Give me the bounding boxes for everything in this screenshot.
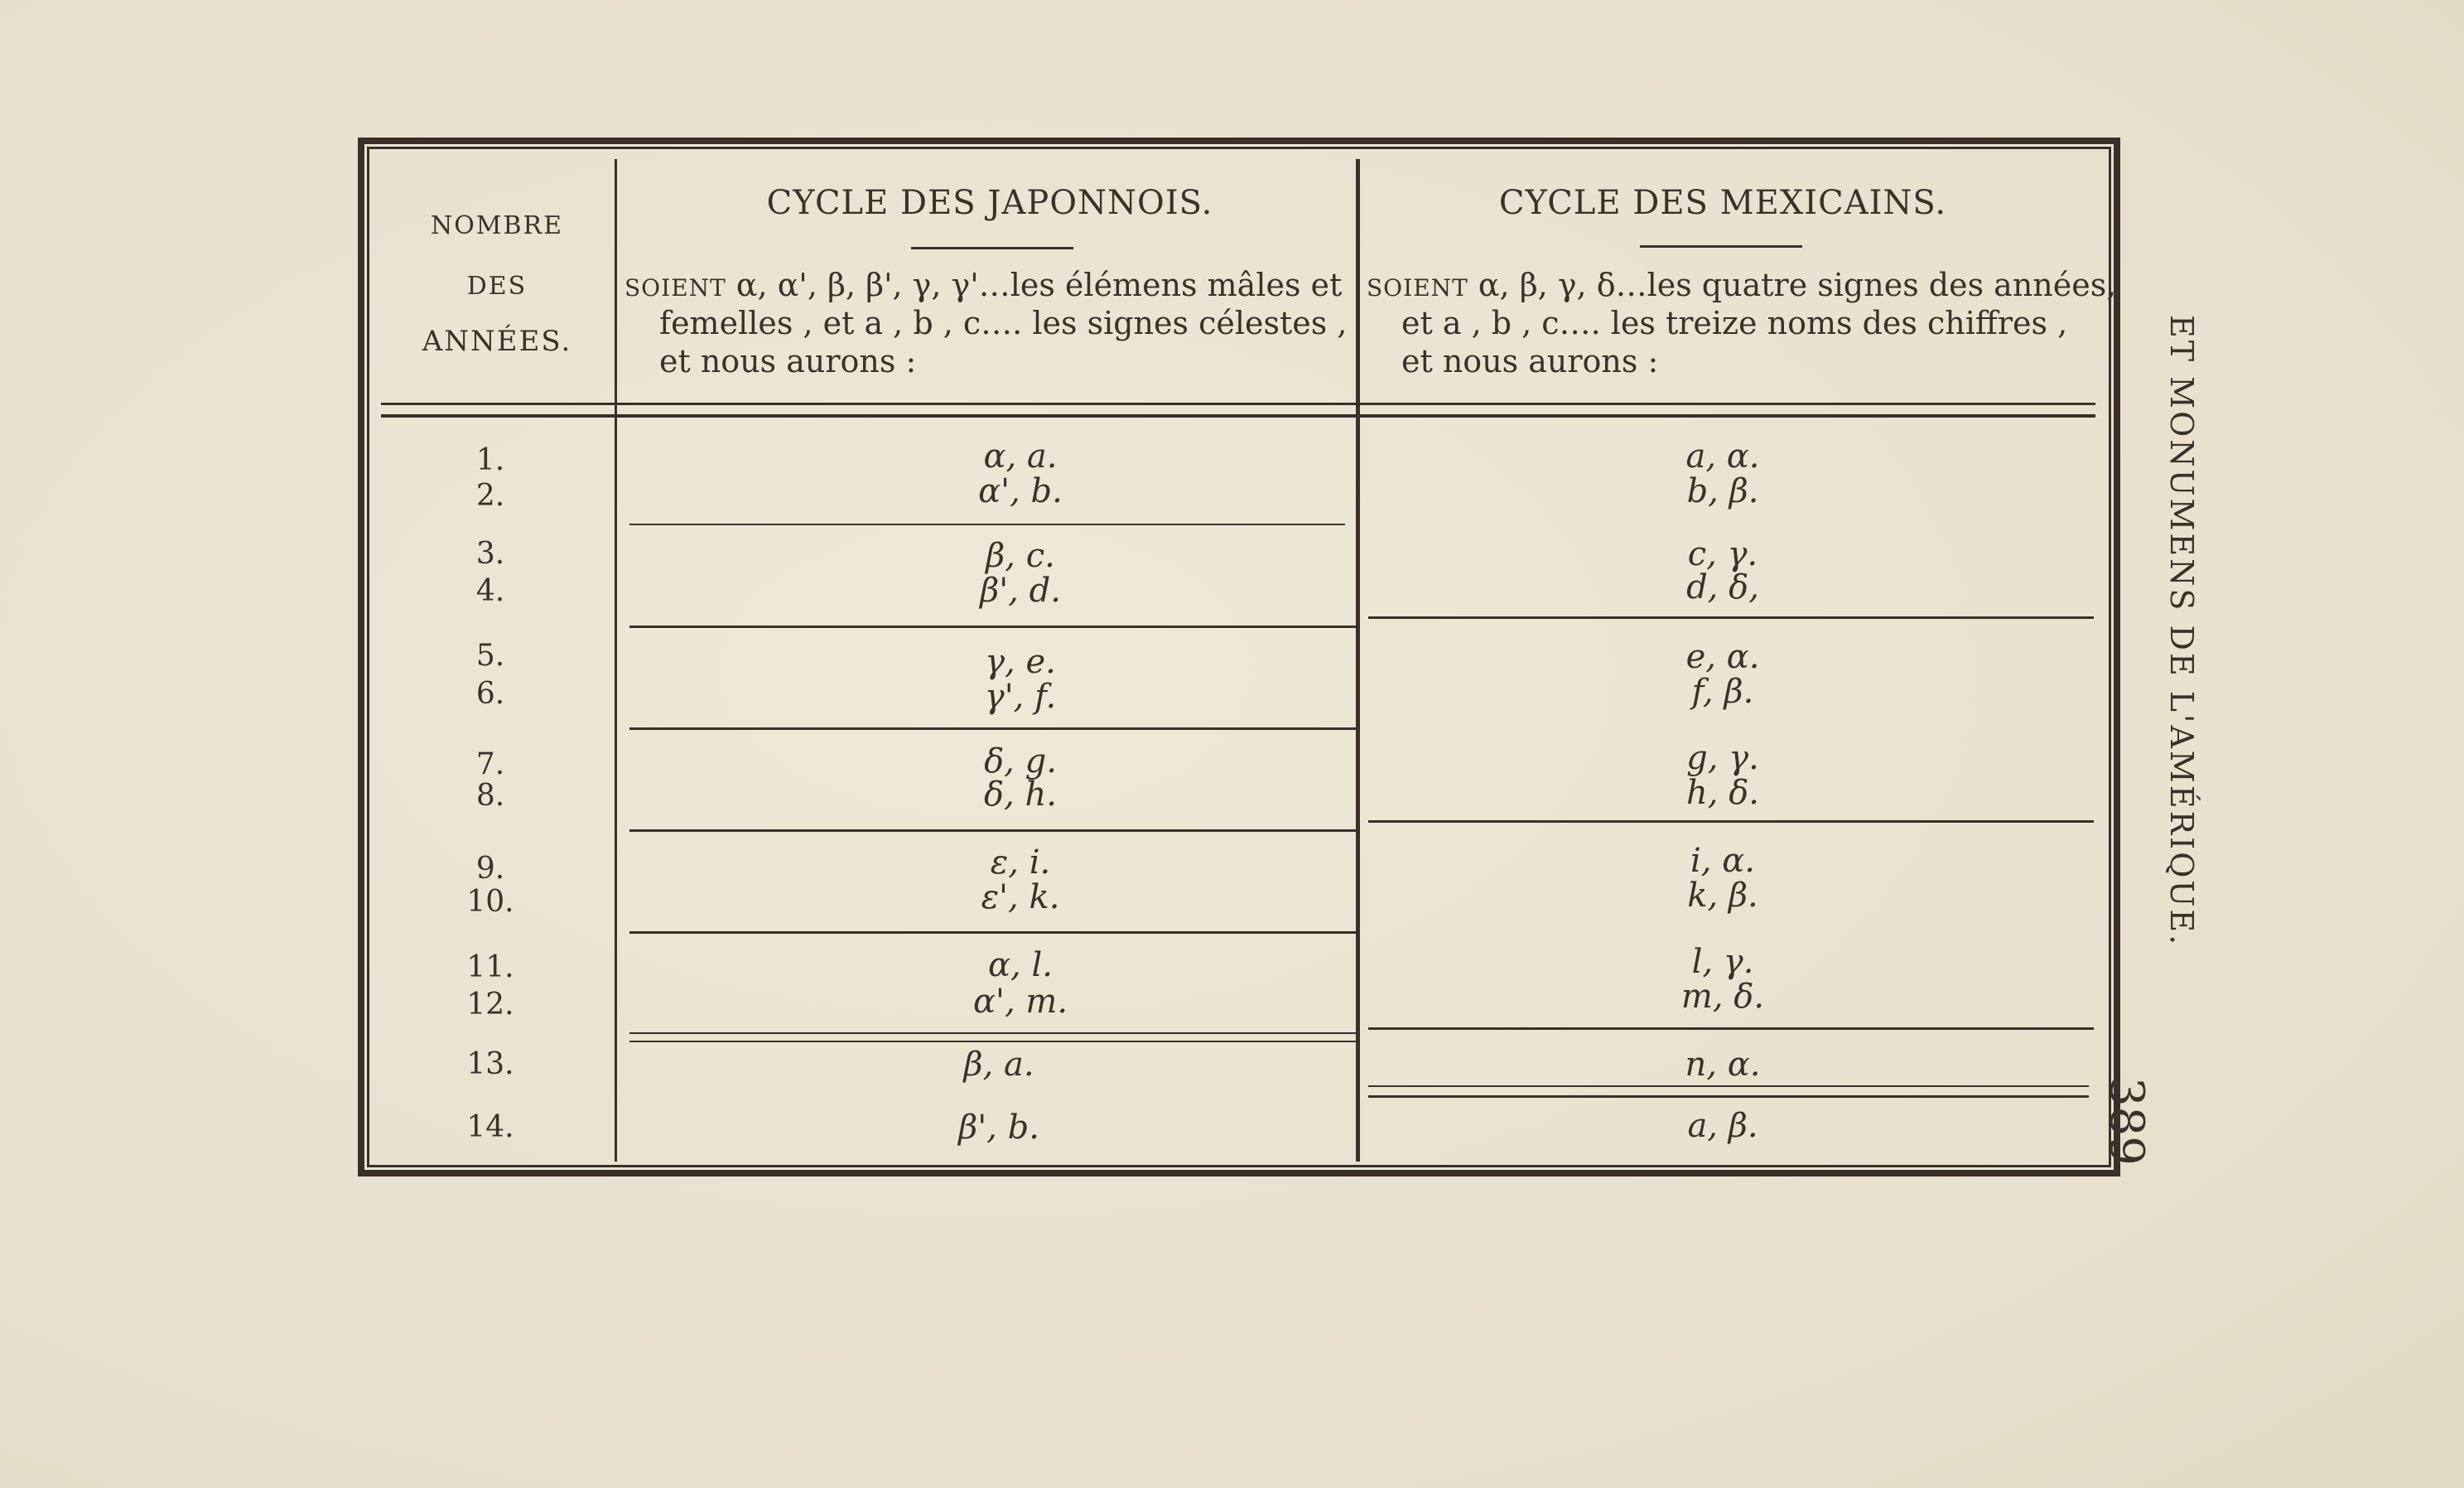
mexico-cycle-entry: k, β. <box>1687 877 1758 915</box>
year-number: 14. <box>466 1110 514 1144</box>
mexico-cycle-entry: l, γ. <box>1691 943 1754 981</box>
japan-cycle-entry: δ, h. <box>984 775 1057 814</box>
year-number: 7. <box>475 747 505 781</box>
year-number: 10. <box>466 885 514 919</box>
mexico-intro-line1 <box>1367 267 2116 307</box>
mexico-group-rule <box>1368 1027 2094 1030</box>
mexico-intro-lead: SOIENT <box>1367 274 1468 302</box>
mexico-intro-line2: et a , b , c…. les treize noms des chiffres , <box>1401 305 2068 341</box>
mexico-cycle-entry: a, α. <box>1685 437 1760 476</box>
japan-group-rule <box>629 1041 1357 1042</box>
japan-cycle-entry: β', b. <box>958 1109 1039 1147</box>
japan-cycle-entry: γ, e. <box>985 643 1056 681</box>
column-rule-years <box>615 159 617 1162</box>
mexico-cycle-title: CYCLE DES MEXICAINS. <box>1498 184 1947 222</box>
page-number: 389 <box>2100 1077 2153 1166</box>
mexico-cycle-entry: e, α. <box>1685 638 1760 676</box>
japan-intro-line2: femelles , et a , b , c…. les signes célestes , <box>659 305 1348 341</box>
japan-cycle-entry: β, a. <box>963 1046 1034 1084</box>
year-number: 12. <box>466 988 514 1022</box>
header-rule-bottom <box>381 414 2095 418</box>
japan-cycle-entry: α, l. <box>988 946 1053 984</box>
japan-intro-lead: SOIENT <box>624 274 726 302</box>
mexico-cycle-entry: a, β. <box>1687 1107 1758 1145</box>
mexico-cycle-entry: i, α. <box>1690 842 1755 880</box>
year-number: 3. <box>475 537 505 571</box>
header-years-line1: NOMBRE <box>430 211 564 240</box>
japan-group-rule <box>629 524 1345 525</box>
mexico-cycle-entry: f, β. <box>1691 673 1754 711</box>
japan-cycle-entry: γ', f. <box>984 678 1057 716</box>
mexico-group-rule <box>1368 820 2094 823</box>
japan-intro-line1 <box>624 267 1342 307</box>
year-number: 4. <box>475 574 505 608</box>
header-years-line2: DES <box>466 272 528 301</box>
year-number: 2. <box>475 479 505 513</box>
running-head: ET MONUMENS DE L'AMÉRIQUE. <box>2163 315 2200 948</box>
year-number: 11. <box>466 950 514 984</box>
japan-cycle-entry: ε', k. <box>981 878 1060 916</box>
mexico-cycle-entry: n, α. <box>1685 1046 1761 1084</box>
japan-group-rule <box>629 931 1357 934</box>
mexico-intro-line3: et nous aurons : <box>1401 343 1659 379</box>
running-head-container <box>2163 315 2213 1185</box>
mexico-cycle-entry: h, δ. <box>1686 774 1759 812</box>
japan-group-rule <box>629 829 1357 832</box>
header-rule-top <box>381 403 2095 405</box>
year-number: 9. <box>475 852 505 886</box>
year-number: 13. <box>466 1047 514 1081</box>
japan-group-rule <box>629 1032 1357 1034</box>
year-number: 6. <box>475 677 505 711</box>
header-years-line3: ANNÉES. <box>422 325 572 358</box>
year-number: 5. <box>475 639 505 673</box>
japan-cycle-entry: δ, g. <box>984 742 1057 780</box>
japan-cycle-entry: β', d. <box>980 572 1061 610</box>
mexico-cycle-entry: m, δ. <box>1680 978 1765 1016</box>
mexico-group-rule <box>1368 1085 2089 1087</box>
japan-intro-line1-text: α, α', β, β', γ, γ'…les élémens mâles et <box>726 267 1343 303</box>
mexico-intro-line1-text: α, β, γ, δ…les quatre signes des années, <box>1468 267 2117 303</box>
japan-cycle-entry: α', b. <box>978 472 1063 510</box>
mexico-cycle-entry: g, γ. <box>1686 739 1759 777</box>
japan-cycle-entry: α', m. <box>972 983 1068 1021</box>
japan-title-rule <box>911 247 1073 249</box>
mexico-title-rule <box>1640 245 1802 248</box>
mexico-cycle-entry: d, δ, <box>1686 568 1759 606</box>
mexico-cycle-entry: b, β. <box>1686 472 1759 510</box>
japan-cycle-title: CYCLE DES JAPONNOIS. <box>766 184 1213 222</box>
mexico-group-rule <box>1368 616 2094 619</box>
mexico-cycle-entry: c, γ. <box>1687 535 1758 573</box>
mexico-group-rule <box>1368 1095 2089 1098</box>
japan-group-rule <box>629 727 1357 730</box>
japan-intro-line3: et nous aurons : <box>659 343 917 379</box>
year-number: 1. <box>475 443 505 477</box>
column-rule-center <box>1356 159 1360 1162</box>
japan-cycle-entry: α, a. <box>983 437 1058 476</box>
japan-cycle-entry: ε, i. <box>990 843 1051 882</box>
year-number: 8. <box>475 779 505 813</box>
japan-cycle-entry: β, c. <box>986 537 1055 575</box>
japan-group-rule <box>629 626 1357 628</box>
